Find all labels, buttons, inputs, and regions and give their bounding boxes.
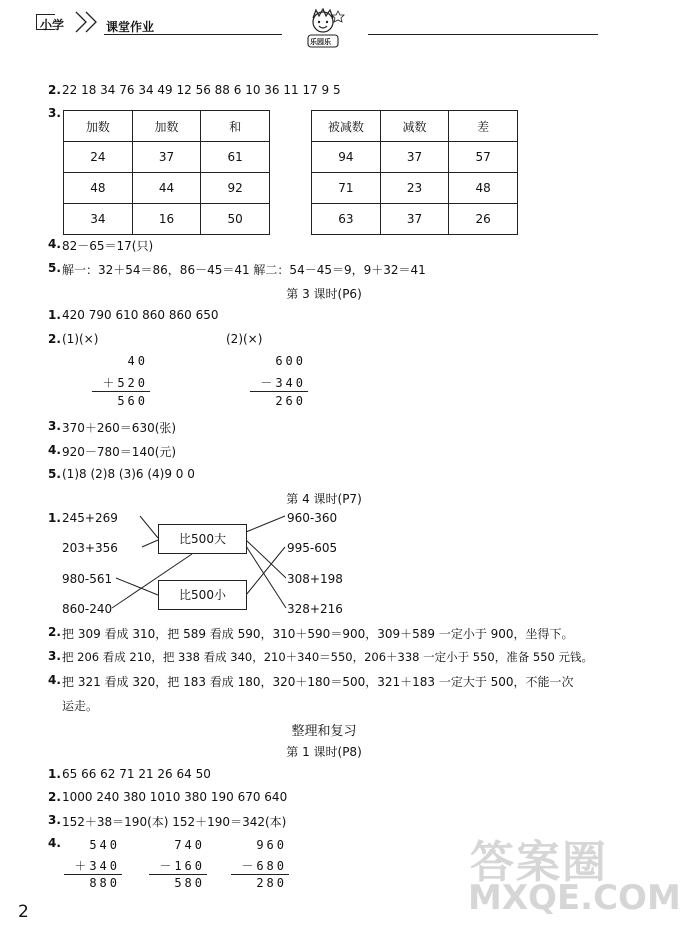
q-number: 4. (48, 443, 61, 457)
table-header: 减数 (380, 111, 449, 142)
table-cell: 92 (201, 173, 270, 204)
table-cell: 94 (312, 142, 381, 173)
answer-text: (1)8 (2)8 (3)6 (4)9 0 0 (62, 467, 195, 481)
chapter-title: 整理和复习 (291, 724, 357, 739)
calc-operand: 960 (256, 838, 287, 852)
calc-operand: 40 (127, 354, 148, 368)
answer-text: 370＋260＝630(张) (62, 421, 177, 435)
q-number: 1. (48, 308, 61, 322)
calc-result: 280 (256, 876, 287, 890)
answer-text: 运走。 (62, 699, 99, 713)
q-number: 2. (48, 625, 61, 639)
q-number: 3. (48, 106, 61, 120)
expression: 308+198 (287, 572, 343, 586)
expression: 245+269 (62, 511, 118, 525)
q-number: 2. (48, 790, 61, 804)
calc-operand: －160 (159, 859, 205, 873)
q-number: 3. (48, 419, 61, 433)
calc-operand: ＋520 (102, 376, 148, 390)
table-cell: 37 (132, 142, 201, 173)
table-header: 加数 (64, 111, 133, 142)
q-number: 2. (48, 83, 61, 97)
q-number: 2. (48, 332, 61, 346)
table-cell: 37 (380, 204, 449, 235)
table-cell: 16 (132, 204, 201, 235)
table-cell: 48 (449, 173, 518, 204)
calc-result: 560 (117, 394, 148, 408)
q-number: 3. (48, 813, 61, 827)
expression: 960-360 (287, 511, 338, 525)
watermark-logo: 答案圈 (470, 837, 608, 888)
table-cell: 61 (201, 142, 270, 173)
calc-operand: －340 (260, 376, 306, 390)
section-title: 第 3 课时(P6) (286, 287, 362, 301)
table-cell: 50 (201, 204, 270, 235)
calc-result: 260 (275, 394, 306, 408)
q-number: 5. (48, 261, 61, 275)
header-badge-text: 乐园乐 (310, 38, 331, 46)
expression: 203+356 (62, 541, 118, 555)
table-cell: 63 (312, 204, 381, 235)
calc-line (231, 874, 289, 875)
calc-line (64, 874, 122, 875)
q-number: 4. (48, 237, 61, 251)
section-title: 第 4 课时(P7) (286, 492, 362, 506)
q-number: 4. (48, 836, 61, 850)
calc-operand: 540 (89, 838, 120, 852)
calc-operand: ＋340 (74, 859, 120, 873)
answer-text: 1000 240 380 1010 380 190 670 640 (62, 790, 288, 804)
answer-text: (2)(×) (226, 332, 263, 346)
table-cell: 34 (64, 204, 133, 235)
answer-text: 把 206 看成 210，把 338 看成 340，210＋340＝550，206＋338 一定小于 550，准备 550 元钱。 (62, 650, 594, 664)
expression: 980-561 (62, 572, 113, 586)
answer-text: 420 790 610 860 860 650 (62, 308, 219, 322)
section-title: 第 1 课时(P8) (286, 745, 362, 759)
answer-text: (1)(×) (62, 332, 99, 346)
answer-text: 65 66 62 71 21 26 64 50 (62, 767, 211, 781)
watermark-url: MXQE.COM (468, 878, 681, 918)
q-number: 1. (48, 767, 61, 781)
header-grade: 小学 (40, 18, 65, 32)
table-cell: 24 (64, 142, 133, 173)
table-cell: 23 (380, 173, 449, 204)
less-than-500-box: 比500小 (158, 580, 247, 610)
number-list: 22 18 34 76 34 49 12 56 88 6 10 36 11 17 9 5 (62, 83, 341, 97)
table-header: 和 (201, 111, 270, 142)
calc-operand: 740 (174, 838, 205, 852)
expression: 860-240 (62, 602, 113, 616)
table-header: 差 (449, 111, 518, 142)
table-cell: 57 (449, 142, 518, 173)
answer-text: 把 309 看成 310，把 589 看成 590，310＋590＝900，309＋589 一定小于 900，坐得下。 (62, 627, 574, 641)
expression: 995-605 (287, 541, 338, 555)
calc-result: 580 (174, 876, 205, 890)
q-number: 5. (48, 467, 61, 481)
calc-operand: －680 (241, 859, 287, 873)
table-cell: 26 (449, 204, 518, 235)
q-number: 1. (48, 511, 61, 525)
table-cell: 71 (312, 173, 381, 204)
answer-text: 920－780＝140(元) (62, 445, 177, 459)
answer-text: 82－65＝17(只) (62, 239, 154, 253)
q-number: 4. (48, 673, 61, 687)
table-header: 加数 (132, 111, 201, 142)
table-header: 被减数 (312, 111, 381, 142)
table-cell: 37 (380, 142, 449, 173)
greater-than-500-box: 比500大 (158, 524, 247, 554)
page-number: 2 (18, 902, 29, 922)
calc-result: 880 (89, 876, 120, 890)
header-subject: 课堂作业 (106, 20, 155, 34)
answer-text: 解一：32＋54＝86，86－45＝41 解二：54－45＝9，9＋32＝41 (62, 263, 426, 277)
answer-text: 把 321 看成 320，把 183 看成 180，320＋180＝500，321＋183 一定大于 500，不能一次 (62, 675, 574, 689)
q-number: 3. (48, 649, 61, 663)
table-cell: 44 (132, 173, 201, 204)
calc-operand: 600 (275, 354, 306, 368)
calc-line (149, 874, 207, 875)
answer-text: 152＋38＝190(本) 152＋190＝342(本) (62, 815, 287, 829)
table-cell: 48 (64, 173, 133, 204)
expression: 328+216 (287, 602, 343, 616)
